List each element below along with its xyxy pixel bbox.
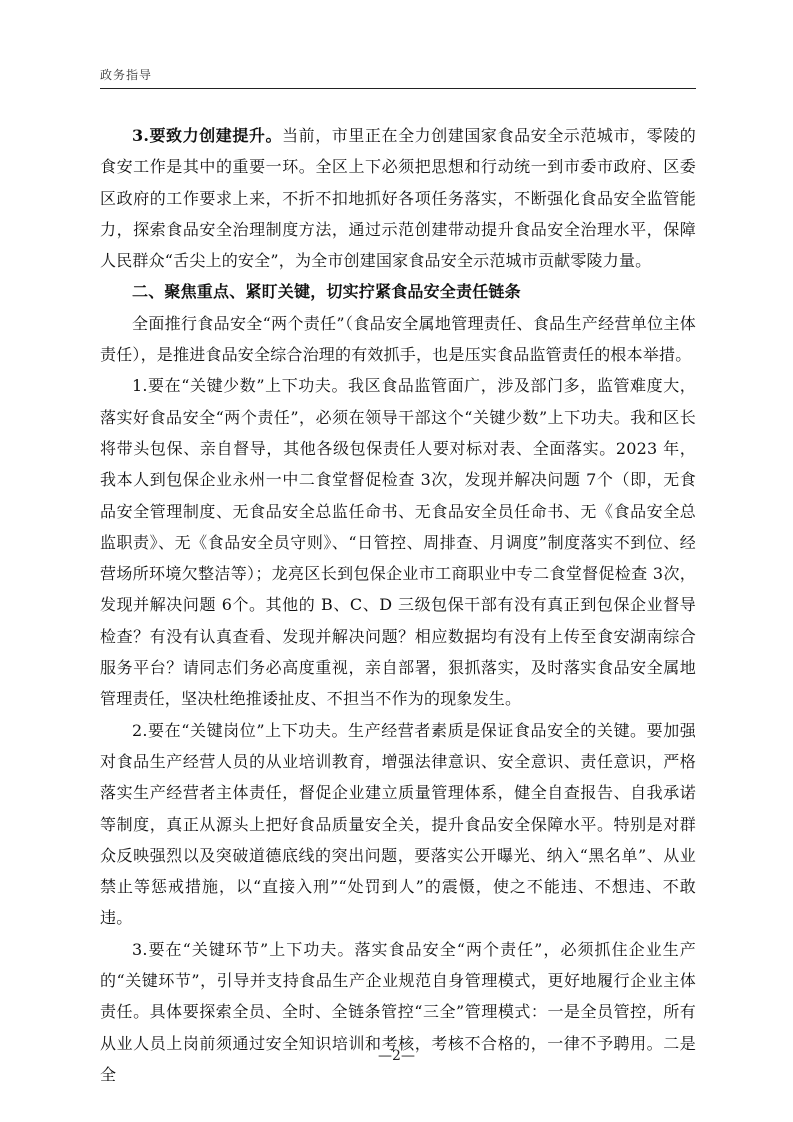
page-number: —2— [378,1048,415,1064]
document-body [100,120,696,1090]
paragraph-text: 我区食品监管面广，涉及部门多，监管难度大，落实好食品安全“两个责任”，必须在领导干部这个“关键少数”上下功夫。我和区长将带头包保、亲自督导，其他各级包保责任人要对标对表、全面落实。2023 年，我本人到包保企业永州一中二食堂督促检查 3次，发现并解决问题 7个（即，无食品安全管理制度、无食品安全总监任命书、无食品安全员任命书、无《食品安全总监职责》、无《食品安全员守则》、“日管控、周排查、月调度”制度落实不到位、经营场所环境欠整洁等）；龙亮区长到包保企业市工商职业中专二食堂督促检查 3次，发现并解决问题 6个。其他的 B、C、D 三级包保干部有没有真正到包保企业督导检查？有没有认真查看、发现并解决问题？相应数据均有没有上传至食安湖南综合服务平台？请同志们务必高度重视，亲自部署，狠抓落实，及时落实食品安全属地管理责任，坚决杜绝推诿扯皮、不担当不作为的现象发生。 [100,376,696,709]
header-divider [100,88,696,89]
paragraph-create-improve [100,120,696,276]
paragraph-two-responsibilities [100,308,696,371]
section-heading: 二、聚焦重点、紧盯关键，切实拧紧食品安全责任链条 [132,282,521,302]
paragraph-text: 落实食品安全“两个责任”，必须抓住企业生产的“关键环节”，引导并支持食品生产企业规范自身管理模式，更好地履行企业主体责任。具体要探索全员、全时、全链条管控“三全”管理模式：一是全员管控，所有从业人员上岗前须通过安全知识培训和考核，考核不合格的，一律不予聘用。二是全 [100,939,696,1084]
paragraph-text: 当前，市里正在全力创建国家食品安全示范城市，零陵的食安工作是其中的重要一环。全区上下必须把思想和行动统一到市委市政府、区委区政府的工作要求上来，不折不扣地抓好各项任务落实，不断强化食品安全监管能力，探索食品安全治理制度方法，通过示范创建带动提升食品安全治理水平，保障人民群众“舌尖上的安全”，为全市创建国家食品安全示范城市贡献零陵力量。 [100,126,696,271]
paragraph-key-positions [100,715,696,934]
paragraph-lead: 3.要致力创建提升。 [132,126,283,145]
paragraph-lead: 3.要在“关键环节”上下功夫。 [132,939,355,959]
paragraph-lead: 1.要在“关键少数”上下功夫。 [132,376,349,396]
paragraph-lead: 2.要在“关键岗位”上下功夫。 [132,720,349,740]
paragraph-text: 生产经营者素质是保证食品安全的关键。要加强对食品生产经营人员的从业培训教育，增强法律意识、安全意识、责任意识，严格落实生产经营者主体责任，督促企业建立质量管理体系，健全自查报告、自我承诺等制度，真正从源头上把好食品质量安全关，提升食品安全保障水平。特别是对群众反映强烈以及突破道德底线的突出问题，要落实公开曝光、纳入“黑名单”、从业禁止等惩戒措施，以“直接入刑”“处罚到人”的震慑，使之不能违、不想违、不敢违。 [100,720,696,928]
paragraph-text: 全面推行食品安全“两个责任”（食品安全属地管理责任、食品生产经营单位主体责任），是推进食品安全综合治理的有效抓手，也是压实食品监管责任的根本举措。 [100,313,696,365]
paragraph-key-links [100,934,696,1090]
running-header: 政务指导 [100,68,153,82]
paragraph-key-minority [100,370,696,714]
